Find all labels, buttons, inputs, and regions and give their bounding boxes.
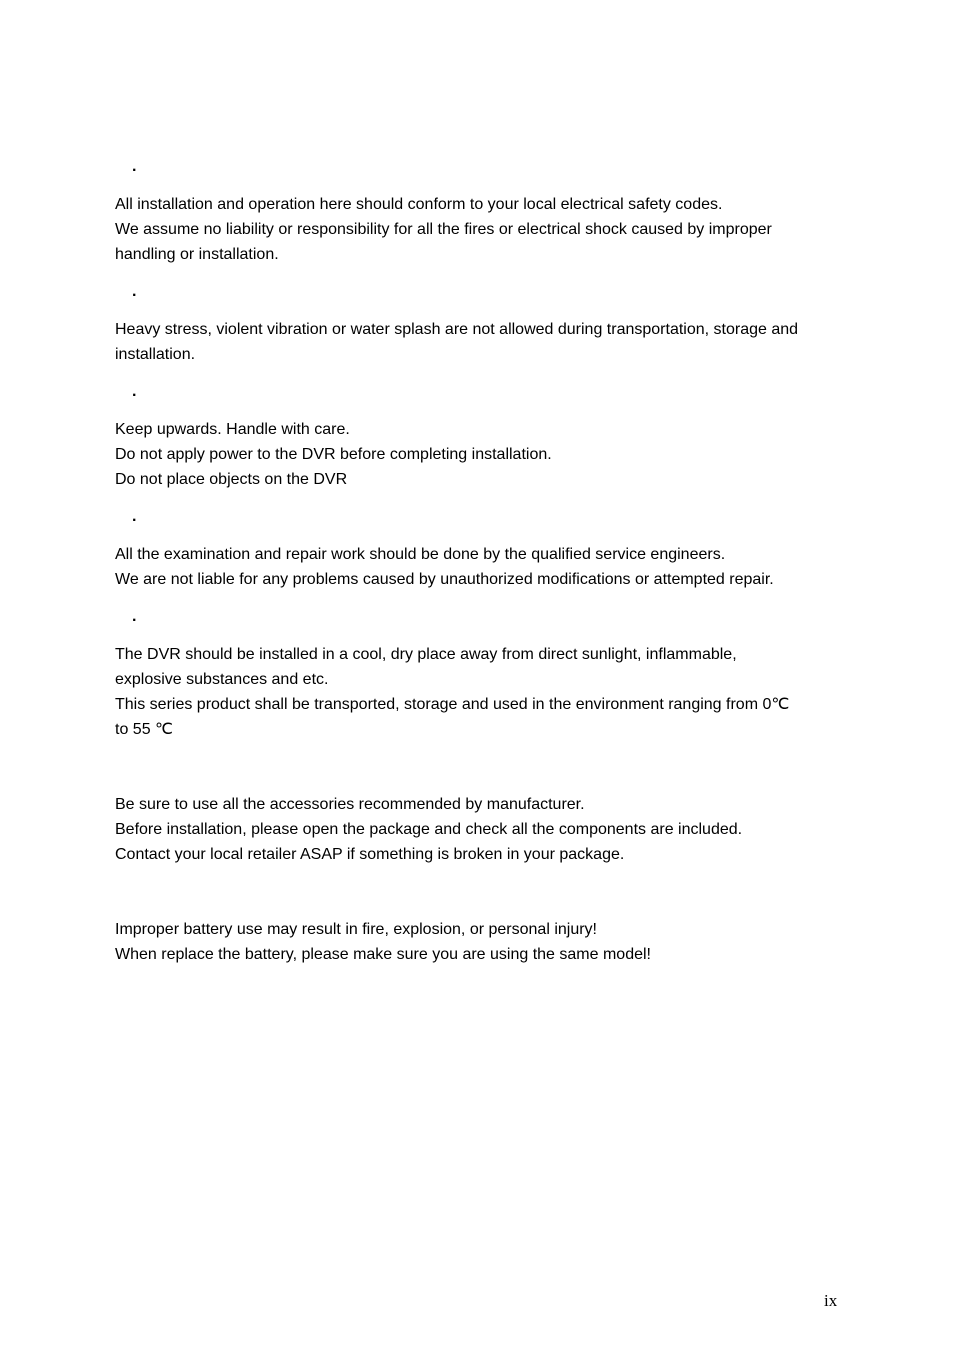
- text-line: Before installation, please open the package and check all the components are included.: [115, 821, 743, 838]
- text-line: All installation and operation here should conform to your local electrical safety codes.: [115, 196, 723, 213]
- text-line: We are not liable for any problems caused by unauthorized modifications or attempted repair.: [115, 571, 774, 588]
- section-bullet-installation: ·: [132, 387, 138, 404]
- text-line: Keep upwards. Handle with care.: [115, 421, 350, 438]
- text-line: Do not apply power to the DVR before completing installation.: [115, 446, 552, 463]
- text-line: explosive substances and etc.: [115, 671, 329, 688]
- text-line: Contact your local retailer ASAP if something is broken in your package.: [115, 846, 625, 863]
- text-line: This series product shall be transported, storage and used in the environment ranging from 0℃: [115, 696, 790, 713]
- text-line: Heavy stress, violent vibration or water splash are not allowed during transportation, storage and: [115, 321, 799, 338]
- section-bullet-transportation: ·: [132, 287, 138, 304]
- text-line: All the examination and repair work should be done by the qualified service engineers.: [115, 546, 726, 563]
- text-line: to 55 ℃: [115, 721, 173, 738]
- text-line: Do not place objects on the DVR: [115, 471, 348, 488]
- text-line: The DVR should be installed in a cool, dry place away from direct sunlight, inflammable,: [115, 646, 737, 663]
- section-bullet-environment: ·: [132, 612, 138, 629]
- paragraph-electrical-safety: [115, 192, 855, 267]
- paragraph-battery: [115, 917, 855, 967]
- text-line: handling or installation.: [115, 246, 279, 263]
- page-number: ix: [824, 1291, 838, 1310]
- text-line: When replace the battery, please make sure you are using the same model!: [115, 946, 651, 963]
- text-line: Be sure to use all the accessories recommended by manufacturer.: [115, 796, 585, 813]
- paragraph-installation: [115, 417, 855, 492]
- section-bullet-repair: ·: [132, 512, 138, 529]
- text-line: installation.: [115, 346, 196, 363]
- text-line: We assume no liability or responsibility for all the fires or electrical shock caused by improper: [115, 221, 772, 238]
- paragraph-transportation: [115, 317, 855, 367]
- paragraph-accessories: [115, 792, 855, 867]
- paragraph-repair: [115, 542, 855, 592]
- paragraph-environment: [115, 642, 855, 742]
- section-bullet-electrical: ·: [132, 162, 138, 179]
- text-line: Improper battery use may result in fire, explosion, or personal injury!: [115, 921, 597, 938]
